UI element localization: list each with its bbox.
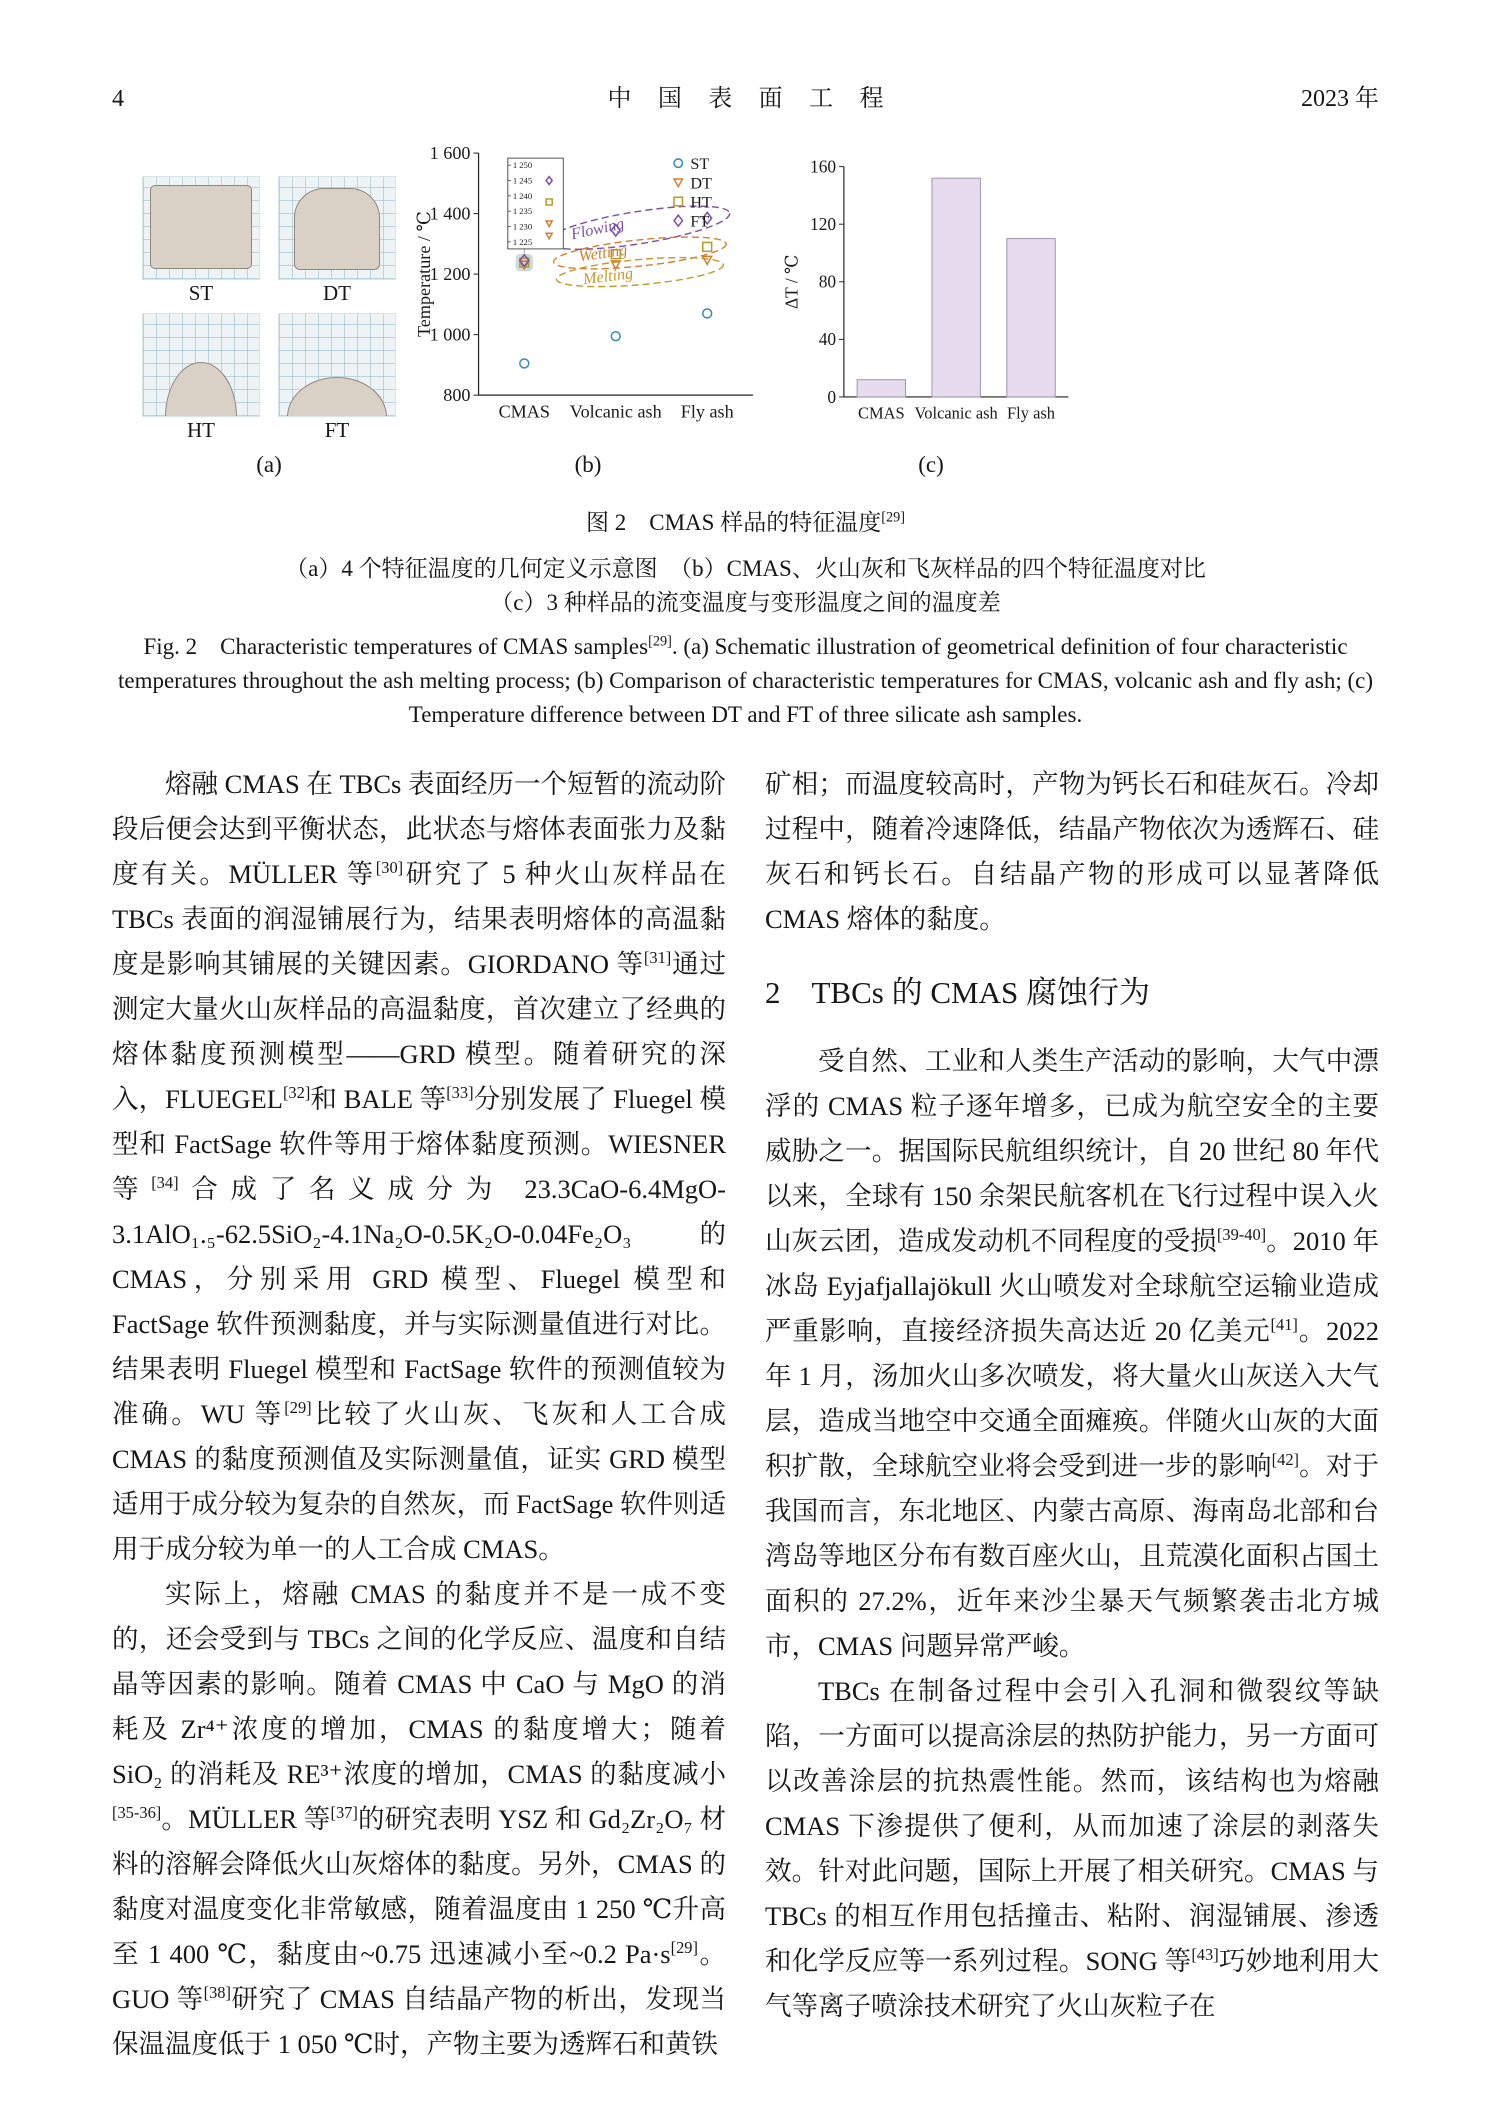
- svg-text:1 250: 1 250: [512, 160, 533, 171]
- figure-caption-en: Fig. 2 Characteristic temperatures of CMAS samples[29]. (a) Schematic illustration of geometrical definition of four characteristic temperatures throughout the ash melting process; (b) Comparison of characteristic temperatures for CMAS, volcanic ash and fly ash; (c) Temperature difference between DT and FT of three silicate ash samples.: [117, 632, 1374, 727]
- svg-text:Flowing: Flowing: [569, 215, 626, 244]
- panel-a-grid: [142, 176, 396, 444]
- figure-caption-zh-title: 图 2 CMAS 样品的特征温度[29]: [586, 508, 905, 535]
- flat-dome-shape: [287, 377, 387, 417]
- svg-text:Wetting: Wetting: [577, 241, 629, 266]
- svg-text:1 225: 1 225: [512, 236, 533, 247]
- body-paragraph: 熔融 CMAS 在 TBCs 表面经历一个短暂的流动阶段后便会达到平衡状态，此状态与熔体表面张力及黏度有关。MÜLLER 等[30]研究了 5 种火山灰样品在 TBCs 表面的润湿铺展行为，结果表明熔体的高温黏度是影响其铺展的关键因素。GIORDANO 等[31]通过测定大量火山灰样品的高温黏度，首次建立了经典的熔体黏度预测模型——GRD 模型。随着研究的深入，FLUEGEL[32]和 BALE 等[33]分别发展了 Fluegel 模型和 FactSage 软件等用于熔体黏度预测。WIESNER 等[34]合成了名义成分为 23.3CaO-6.4MgO-3.1AlO₁.₅-62.5SiO₂-4.1Na₂O-0.5K₂O-0.04Fe₂O₃ 的 CMAS，分别采用 GRD 模型、Fluegel 模型和 FactSage 软件预测黏度，并与实际测量值进行对比。结果表明 Fluegel 模型和 FactSage 软件的预测值较为准确。WU 等[29]比较了火山灰、飞灰和人工合成 CMAS 的黏度预测值及实际测量值，证实 GRD 模型适用于成分较为复杂的自然灰，而 FactSage 软件则适用于成分较为单一的人工合成 CMAS。: [112, 768, 727, 1564]
- panel-a-schematics: [142, 176, 396, 478]
- svg-text:Fly ash: Fly ash: [1007, 403, 1055, 423]
- svg-text:Volcanic ash: Volcanic ash: [914, 403, 998, 423]
- svg-text:1 200: 1 200: [429, 264, 471, 285]
- svg-text:FT: FT: [690, 213, 710, 231]
- figure-panels-row: [142, 143, 1379, 478]
- grid-background: [142, 176, 260, 280]
- svg-text:Fly ash: Fly ash: [680, 401, 734, 422]
- svg-text:160: 160: [810, 156, 837, 177]
- right-column: [765, 762, 1379, 2067]
- figure-caption-zh-line1: （a）4 个特征温度的几何定义示意图 （b）CMAS、火山灰和飞灰样品的四个特征温度对比: [285, 555, 1206, 581]
- svg-text:1 240: 1 240: [512, 190, 533, 201]
- shape-label: HT: [187, 417, 215, 442]
- bars: [857, 178, 1055, 397]
- bar-cmas: [857, 380, 905, 397]
- svg-text:1 600: 1 600: [429, 143, 471, 164]
- svg-text:DT: DT: [690, 175, 712, 193]
- page-number: 4: [112, 86, 124, 112]
- svg-text:CMAS: CMAS: [498, 401, 550, 422]
- body-paragraph: 实际上，熔融 CMAS 的黏度并不是一成不变的，还会受到与 TBCs 之间的化学反应、温度和自结晶等因素的影响。随着 CMAS 中 CaO 与 MgO 的消耗及 Zr⁴⁺浓度的增加，CMAS 的黏度增大；随着 SiO₂ 的消耗及 RE³⁺浓度的增加，CMAS 的黏度减小[35-36]。MÜLLER 等[37]的研究表明 YSZ 和 Gd₂Zr₂O₇ 材料的溶解会降低火山灰熔体的黏度。另外，CMAS 的黏度对温度变化非常敏感，随着温度由 1 250 ℃升高至 1 400 ℃，黏度由~0.75 迅速减小至~0.2 Pa·s[29]。GUO 等[38]研究了 CMAS 自结晶产物的析出，发现当保温温度低于 1 050 ℃时，产物主要为透辉石和黄铁: [112, 1578, 726, 2059]
- series-ST: [520, 309, 712, 368]
- svg-text:ΔT / ℃: ΔT / ℃: [781, 254, 802, 310]
- journal-title: 中国表面工程: [607, 86, 910, 112]
- running-head: [112, 78, 1379, 113]
- body-paragraph: 受自然、工业和人类生产活动的影响，大气中漂浮的 CMAS 粒子逐年增多，已成为航空安全的主要威胁之一。据国际民航组织统计，自 20 世纪 80 年代以来，全球有 150 余架民航客机在飞行过程中误入火山灰云团，造成发动机不同程度的受损[39-40]。2010 年冰岛 Eyjafjallajökull 火山喷发对全球航空运输业造成严重影响，直接经济损失高达近 20 亿美元[41]。2022 年 1 月，汤加火山多次喷发，将大量火山灰送入大气层，造成当地空中交通全面瘫痪。伴随火山灰的大面积扩散，全球航空业将会受到进一步的影响[42]。对于我国而言，东北地区、内蒙古高原、海南岛北部和台湾岛等地区分布有数百座火山，且荒漠化面积占国土面积的 27.2%，近年来沙尘暴天气频繁袭击北方城市，CMAS 问题异常严峻。: [765, 1045, 1380, 1661]
- body-columns: [112, 762, 1379, 2067]
- block-shape: [150, 185, 252, 269]
- svg-text:0: 0: [827, 386, 837, 407]
- ash-sample-ft: [278, 313, 396, 444]
- figure-caption-zh-line2: （c）3 种样品的流变温度与变形温度之间的温度差: [490, 589, 1001, 615]
- svg-text:800: 800: [443, 385, 471, 406]
- shape-label: ST: [188, 280, 214, 305]
- svg-text:1 235: 1 235: [512, 206, 533, 217]
- panel-c-label: (c): [918, 451, 944, 477]
- rounded-top-shape: [294, 188, 380, 270]
- svg-text:40: 40: [818, 329, 837, 350]
- svg-text:Melting: Melting: [582, 265, 635, 289]
- panel-b-scatter: [414, 143, 762, 478]
- characteristic-temperatures-scatter-chart: [414, 143, 762, 444]
- svg-text:Volcanic ash: Volcanic ash: [569, 401, 662, 422]
- panel-c-bar: [780, 155, 1082, 477]
- section-heading: 2 TBCs 的 CMAS 腐蚀行为: [765, 974, 1150, 1010]
- year-label: 2023 年: [1301, 86, 1379, 112]
- svg-text:1 000: 1 000: [429, 324, 471, 345]
- ash-sample-st: [142, 176, 260, 307]
- ash-sample-dt: [278, 176, 396, 307]
- svg-text:1 230: 1 230: [512, 221, 533, 232]
- panel-b-label: (b): [574, 451, 602, 477]
- svg-text:80: 80: [818, 271, 837, 292]
- panel-a-label: (a): [256, 451, 282, 477]
- temperature-difference-bar-chart: [780, 155, 1082, 443]
- left-column: [112, 762, 726, 2067]
- figure-2: [112, 143, 1379, 732]
- shape-label: DT: [323, 280, 351, 305]
- legend: [674, 156, 712, 230]
- bar-fly-ash: [1007, 239, 1055, 397]
- bar-volcanic-ash: [932, 178, 980, 397]
- svg-text:120: 120: [810, 214, 837, 235]
- svg-text:ST: ST: [690, 156, 710, 174]
- svg-text:1 245: 1 245: [512, 175, 533, 186]
- body-paragraph: TBCs 在制备过程中会引入孔洞和微裂纹等缺陷，一方面可以提高涂层的热防护能力，另一方面可以改善涂层的抗热震性能。然而，该结构也为熔融 CMAS 下渗提供了便利，从而加速了涂层的剥落失效。针对此问题，国际上开展了相关研究。CMAS 与 TBCs 的相互作用包括撞击、粘附、润湿铺展、渗透和化学反应等一系列过程。SONG 等[43]巧妙地利用大气等离子喷涂技术研究了火山灰粒子在: [765, 1675, 1379, 2021]
- svg-text:Temperature / ℃: Temperature / ℃: [414, 211, 435, 338]
- grid-background: [278, 313, 396, 417]
- figure-caption: [112, 506, 1379, 732]
- grid-background: [142, 313, 260, 417]
- dome-shape: [165, 362, 237, 417]
- body-paragraph-continuation: 矿相；而温度较高时，产物为钙长石和硅灰石。冷却过程中，随着冷速降低，结晶产物依次为透辉石、硅灰石和钙长石。自结晶产物的形成可以显著降低 CMAS 熔体的黏度。: [765, 768, 1379, 934]
- svg-text:CMAS: CMAS: [858, 403, 905, 423]
- svg-text:HT: HT: [690, 194, 712, 212]
- inset-zoom: [508, 158, 563, 249]
- ash-sample-ht: [142, 313, 260, 444]
- grid-background: [278, 176, 396, 280]
- shape-label: FT: [324, 417, 350, 442]
- svg-text:1 400: 1 400: [429, 203, 471, 224]
